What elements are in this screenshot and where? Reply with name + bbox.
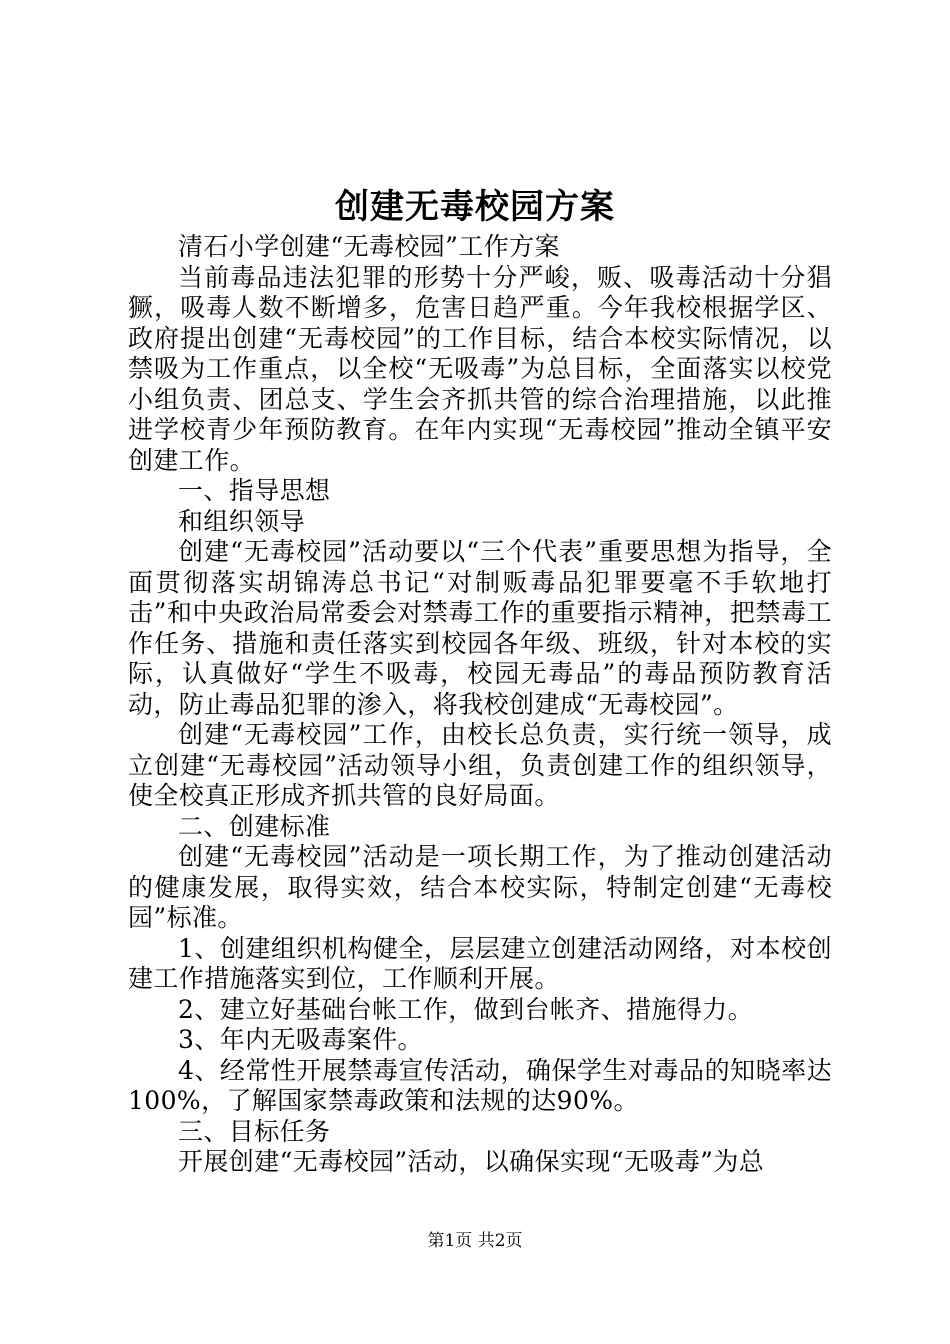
document-body [128, 232, 832, 1178]
page-indicator: 第1页 共2页 [427, 1231, 523, 1251]
list-item-standard-1: 1、创建组织机构健全，层层建立创建活动网络，对本校创建工作措施落实到位，工作顺利开展。 [128, 933, 832, 993]
section-heading-standards: 二、创建标准 [178, 811, 331, 841]
list-item-standard-3: 3、年内无吸毒案件。 [178, 1025, 423, 1054]
list-item-standard-2: 2、建立好基础台帐工作，做到台帐齐、措施得力。 [178, 994, 754, 1024]
paragraph-targets: 开展创建“无毒校园”活动，以确保实现“无吸毒”为总 [178, 1147, 765, 1176]
paragraph-guidance: 创建“无毒校园”活动要以“三个代表”重要思想为指导，全面贯彻落实胡锦涛总书记“对制贩毒品犯罪要毫不手软地打击”和中央政治局常委会对禁毒工作的重要指示精神，把禁毒工作任务、措施和责任落实到校园各年级、班级，针对本校的实际，认真做好“学生不吸毒，校园无毒品”的毒品预防教育活动，防止毒品犯罪的渗入，将我校创建成“无毒校园”。 [128, 537, 832, 719]
paragraph-subtitle: 清石小学创建“无毒校园”工作方案 [178, 232, 560, 261]
document-title: 创建无毒校园方案 [335, 187, 615, 227]
paragraph-intro: 当前毒品违法犯罪的形势十分严峻，贩、吸毒活动十分猖獗，吸毒人数不断增多，危害日趋严重。今年我校根据学区、政府提出创建“无毒校园”的工作目标，结合本校实际情况，以禁吸为工作重点，以全校“无吸毒”为总目标，全面落实以校党小组负责、团总支、学生会齐抓共管的综合治理措施，以此推进学校青少年预防教育。在年内实现“无毒校园”推动全镇平安创建工作。 [128, 262, 832, 475]
section-heading-organization: 和组织领导 [178, 506, 306, 536]
list-item-standard-4: 4、经常性开展禁毒宣传活动，确保学生对毒品的知晓率达100%，了解国家禁毒政策和法规的达90%。 [128, 1055, 832, 1115]
section-heading-targets: 三、目标任务 [178, 1116, 331, 1146]
paragraph-standards-intro: 创建“无毒校园”活动是一项长期工作，为了推动创建活动的健康发展，取得实效，结合本校实际，特制定创建“无毒校园”标准。 [128, 842, 832, 932]
section-heading-guiding-thought: 一、指导思想 [178, 476, 331, 505]
paragraph-leadership: 创建“无毒校园”工作，由校长总负责，实行统一领导，成立创建“无毒校园”活动领导小组，负责创建工作的组织领导，使全校真正形成齐抓共管的良好局面。 [128, 720, 832, 810]
